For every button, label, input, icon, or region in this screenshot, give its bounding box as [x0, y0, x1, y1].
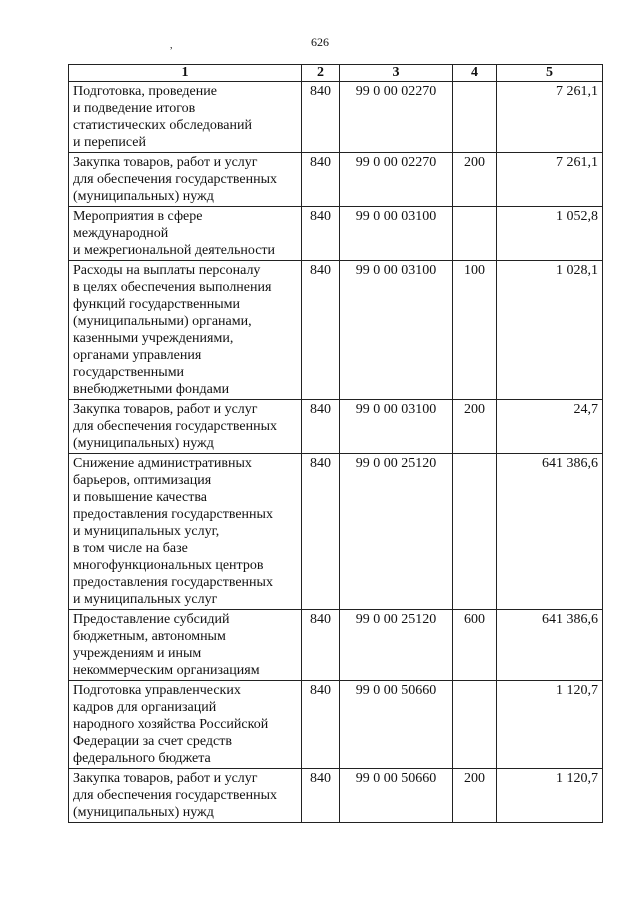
expense-name-cell: Закупка товаров, работ и услуг для обеспечения государственных (муниципальных) нужд — [69, 153, 302, 207]
target-article-cell: 99 0 00 50660 — [340, 681, 453, 769]
amount-cell: 1 052,8 — [497, 207, 603, 261]
header-row — [69, 65, 603, 82]
column-header-3: 3 — [340, 65, 453, 82]
ministry-code-cell: 840 — [302, 82, 340, 153]
amount-cell: 641 386,6 — [497, 610, 603, 681]
ministry-code-cell: 840 — [302, 769, 340, 823]
page-mark: , — [170, 40, 173, 51]
amount-cell: 24,7 — [497, 400, 603, 454]
table-row — [69, 454, 603, 610]
table-row — [69, 610, 603, 681]
expense-type-cell — [453, 681, 497, 769]
column-header-4: 4 — [453, 65, 497, 82]
table-row — [69, 261, 603, 400]
amount-cell: 7 261,1 — [497, 82, 603, 153]
table-row — [69, 207, 603, 261]
expense-name-cell: Подготовка, проведение и подведение итогов статистических обследований и переписей — [69, 82, 302, 153]
ministry-code-cell: 840 — [302, 454, 340, 610]
table-row — [69, 82, 603, 153]
expense-name-cell: Расходы на выплаты персоналу в целях обеспечения выполнения функций государственными (муниципальными) органами, казенными учреждениями, органами управления государственными внебюджетными фондами — [69, 261, 302, 400]
budget-table — [68, 64, 603, 823]
expense-name-cell: Предоставление субсидий бюджетным, автономным учреждениям и иным некоммерческим организациям — [69, 610, 302, 681]
amount-cell: 641 386,6 — [497, 454, 603, 610]
target-article-cell: 99 0 00 02270 — [340, 82, 453, 153]
target-article-cell: 99 0 00 03100 — [340, 261, 453, 400]
ministry-code-cell: 840 — [302, 207, 340, 261]
column-header-1: 1 — [69, 65, 302, 82]
target-article-cell: 99 0 00 25120 — [340, 610, 453, 681]
table-row — [69, 769, 603, 823]
target-article-cell: 99 0 00 03100 — [340, 207, 453, 261]
target-article-cell: 99 0 00 50660 — [340, 769, 453, 823]
table-body — [69, 82, 603, 823]
ministry-code-cell: 840 — [302, 261, 340, 400]
expense-type-cell: 200 — [453, 153, 497, 207]
ministry-code-cell: 840 — [302, 610, 340, 681]
target-article-cell: 99 0 00 25120 — [340, 454, 453, 610]
column-header-2: 2 — [302, 65, 340, 82]
amount-cell: 1 120,7 — [497, 769, 603, 823]
amount-cell: 7 261,1 — [497, 153, 603, 207]
table-row — [69, 681, 603, 769]
ministry-code-cell: 840 — [302, 153, 340, 207]
expense-type-cell: 100 — [453, 261, 497, 400]
expense-name-cell: Закупка товаров, работ и услуг для обеспечения государственных (муниципальных) нужд — [69, 769, 302, 823]
table-row — [69, 153, 603, 207]
expense-type-cell — [453, 82, 497, 153]
target-article-cell: 99 0 00 02270 — [340, 153, 453, 207]
column-header-5: 5 — [497, 65, 603, 82]
expense-name-cell: Подготовка управленческих кадров для организаций народного хозяйства Российской Федерации за счет средств федерального бюджета — [69, 681, 302, 769]
expense-name-cell: Мероприятия в сфере международной и межрегиональной деятельности — [69, 207, 302, 261]
ministry-code-cell: 840 — [302, 681, 340, 769]
expense-type-cell: 200 — [453, 400, 497, 454]
amount-cell: 1 028,1 — [497, 261, 603, 400]
ministry-code-cell: 840 — [302, 400, 340, 454]
expense-type-cell — [453, 454, 497, 610]
expense-name-cell: Снижение административных барьеров, оптимизация и повышение качества предоставления государственных и муниципальных услуг, в том числе на базе многофункциональных центров предоставления государственных и муниципальных услуг — [69, 454, 302, 610]
table-row — [69, 400, 603, 454]
target-article-cell: 99 0 00 03100 — [340, 400, 453, 454]
expense-type-cell — [453, 207, 497, 261]
expense-type-cell: 600 — [453, 610, 497, 681]
expense-name-cell: Закупка товаров, работ и услуг для обеспечения государственных (муниципальных) нужд — [69, 400, 302, 454]
expense-type-cell: 200 — [453, 769, 497, 823]
page-number: 626 — [311, 35, 329, 49]
amount-cell: 1 120,7 — [497, 681, 603, 769]
